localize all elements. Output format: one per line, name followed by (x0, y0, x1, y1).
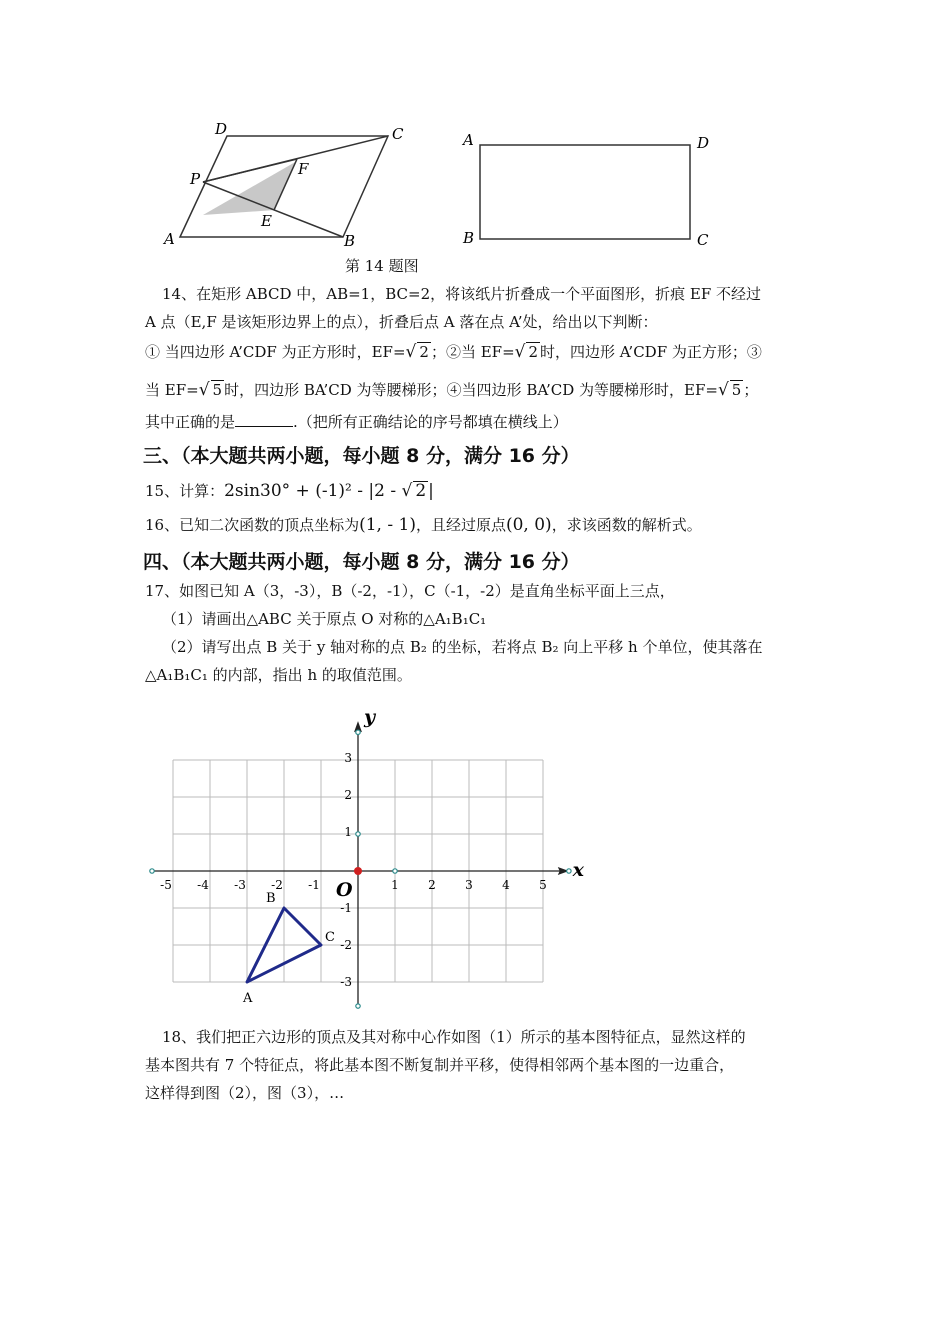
label-E: E (261, 212, 272, 230)
q16-a: 16、已知二次函数的顶点坐标为 (145, 516, 360, 534)
x-tick-label: 1 (391, 878, 399, 892)
q15-prefix: 15、计算： (145, 482, 225, 500)
point-label-B: B (266, 891, 276, 906)
label-F: F (298, 160, 309, 178)
fig14-rectangle (455, 125, 725, 255)
y-tick-label: 3 (344, 751, 352, 765)
q14-line5 (145, 411, 568, 433)
point-label-C: C (325, 930, 335, 945)
axis-marker (567, 869, 571, 873)
q17-line1: 17、如图已知 A（3，-3），B（-2，-1），C（-1，-2）是直角坐标平面上三点， (145, 582, 675, 600)
y-tick-label: -2 (340, 938, 352, 952)
q14-line4-a: 当 EF= (145, 381, 199, 399)
label-A: A (164, 230, 175, 248)
q14-line3-a: ① 当四边形 A’CDF 为正方形时，EF= (145, 343, 406, 361)
q16-vertex: (1, - 1) (359, 515, 416, 535)
x-tick-label: -2 (271, 878, 283, 892)
x-tick-label: -3 (234, 878, 246, 892)
q14-line3: ① 当四边形 A’CDF 为正方形时，EF=√ 2 ；②当 EF=√ 2 时，四边形 A’CDF 为正方形；③ (145, 342, 762, 362)
y-tick-label: -3 (340, 975, 352, 989)
sqrt-5: 5 (212, 381, 223, 399)
q16-b: ，且经过原点 (415, 516, 506, 534)
y-tick-label: 1 (344, 825, 352, 839)
label-A: A (463, 131, 474, 149)
x-tick-label: -5 (160, 878, 172, 892)
q18-line3: 这样得到图（2），图（3），… (145, 1084, 345, 1102)
x-tick-label: 2 (428, 878, 436, 892)
point-label-A: A (243, 991, 253, 1006)
x-tick-label: -4 (197, 878, 209, 892)
q15-end: | (428, 481, 434, 501)
origin-label: O (336, 879, 353, 901)
section-4-heading: 四、（本大题共两小题，每小题 8 分，满分 16 分） (143, 551, 580, 573)
q14-line5-a: 其中正确的是 (145, 413, 236, 431)
label-B: B (463, 229, 475, 247)
q14-line3-c: 时，四边形 A’CDF 为正方形；③ (540, 343, 762, 361)
section-3-heading: 三、（本大题共两小题，每小题 8 分，满分 16 分） (143, 445, 580, 467)
q15-expr: 2sin30° + (-1)² - |2 - (224, 481, 402, 501)
y-tick-label: -1 (340, 901, 352, 915)
coordinate-graph (140, 700, 600, 1010)
x-axis-label: x (572, 859, 584, 881)
q17-line4: △A₁B₁C₁ 的内部，指出 h 的取值范围。 (145, 666, 412, 684)
q14-line4-c: ； (743, 381, 759, 399)
q14-line4: 当 EF=√ 5 时，四边形 BA’CD 为等腰梯形；④当四边形 BA’CD 为等腰梯形时，EF=√ 5 ； (145, 380, 759, 400)
label-C: C (697, 231, 709, 249)
x-tick-label: 5 (539, 878, 547, 892)
x-tick-label: 3 (465, 878, 473, 892)
y-axis-label: y (364, 706, 376, 729)
sqrt-2: 2 (528, 343, 539, 361)
sqrt-2: 2 (415, 481, 427, 501)
sqrt-2: 2 (419, 343, 429, 361)
q18-line2: 基本图共有 7 个特征点，将此基本图不断复制并平移，使得相邻两个基本图的一边重合， (145, 1056, 735, 1074)
label-D: D (215, 120, 228, 138)
q16 (145, 514, 702, 536)
axis-marker (356, 832, 360, 836)
axis-marker (356, 1004, 360, 1008)
x-tick-label: -1 (308, 878, 320, 892)
label-P: P (190, 170, 201, 188)
q14-line1: 14、在矩形 ABCD 中，AB=1，BC=2，将该纸片折叠成一个平面图形，折痕 EF 不经过 (162, 285, 762, 303)
fig14-parallelogram (160, 120, 420, 255)
axis-marker (356, 730, 360, 734)
q14-line3-b: ；②当 EF= (430, 343, 515, 361)
q18-line1: 18、我们把正六边形的顶点及其对称中心作如图（1）所示的基本图特征点，显然这样的 (162, 1028, 746, 1046)
q16-c: ，求该函数的解析式。 (551, 516, 702, 534)
x-tick-label: 4 (502, 878, 510, 892)
fig14-caption: 第 14 题图 (345, 257, 419, 275)
q17-line3: （2）请写出点 B 关于 y 轴对称的点 B₂ 的坐标，若将点 B₂ 向上平移 h 个单位，使其落在 (162, 638, 763, 656)
y-tick-label: 2 (344, 788, 352, 802)
q16-origin: (0, 0) (505, 515, 552, 535)
q14-line4-b: 时，四边形 BA’CD 为等腰梯形；④当四边形 BA’CD 为等腰梯形时，EF= (224, 381, 718, 399)
q17-line2: （1）请画出△ABC 关于原点 O 对称的△A₁B₁C₁ (162, 610, 487, 628)
q14-line5-b: .（把所有正确结论的序号都填在横线上） (293, 413, 568, 431)
q15: 15、计算：2sin30° + (-1)² - |2 - √ 2 | (145, 481, 434, 501)
sqrt-5: 5 (731, 381, 742, 399)
label-D: D (697, 134, 710, 152)
origin-dot (354, 867, 362, 875)
label-C: C (392, 125, 404, 143)
label-B: B (344, 232, 356, 250)
axis-marker (150, 869, 154, 873)
answer-blank (235, 411, 293, 427)
q14-line2: A 点（E,F 是该矩形边界上的点），折叠后点 A 落在点 A’处，给出以下判断： (145, 313, 658, 331)
axis-marker (393, 869, 397, 873)
